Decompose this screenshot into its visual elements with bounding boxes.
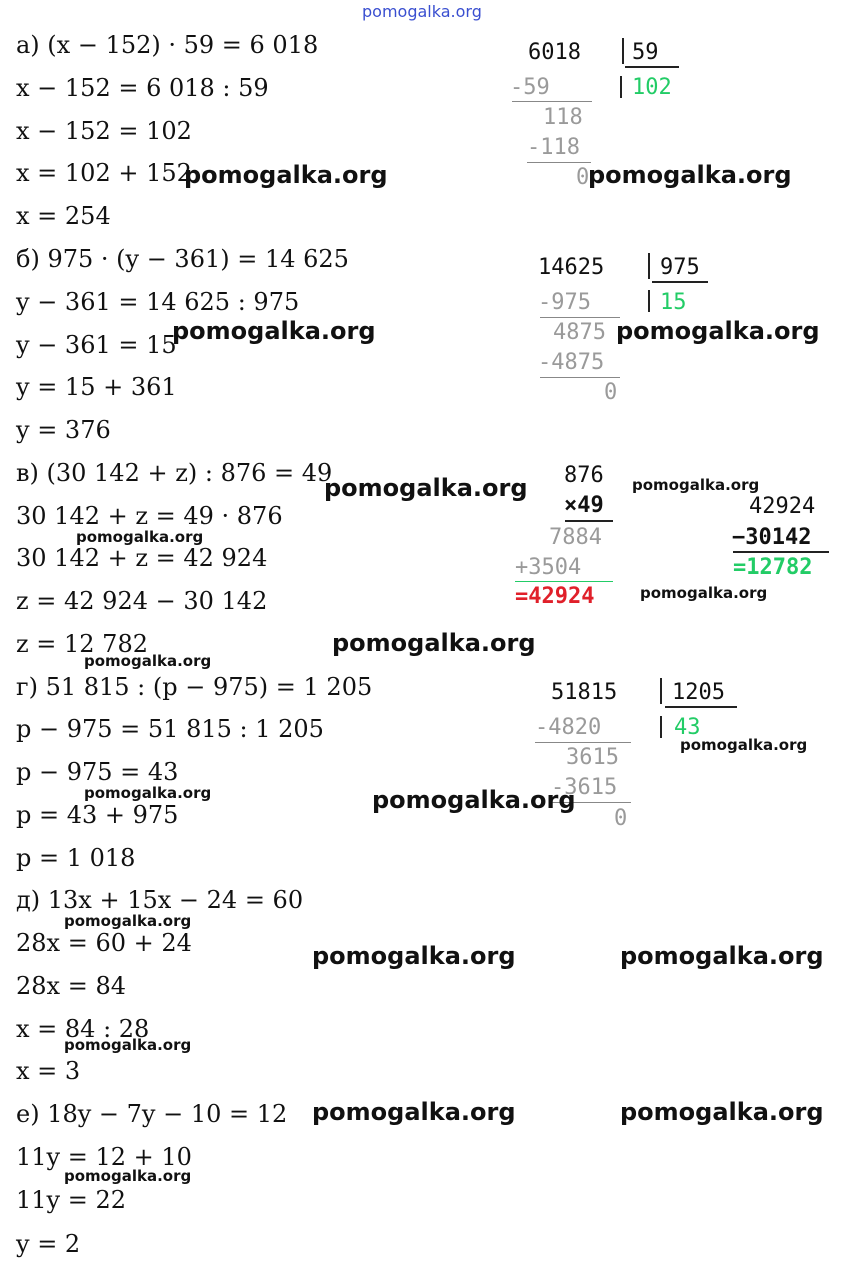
equation-line: а) (x − 152) · 59 = 6 018 [16, 31, 319, 59]
watermark: pomogalka.org [76, 528, 204, 546]
watermark: pomogalka.org [632, 476, 760, 494]
equation-line: 28x = 84 [16, 972, 126, 1000]
rule [512, 101, 592, 102]
remainder: 3615 [566, 745, 619, 770]
equation-line: z = 42 924 − 30 142 [16, 587, 268, 615]
equation-line: p − 975 = 43 [16, 758, 179, 786]
difference-result: =12782 [733, 555, 813, 580]
factor: ×49 [564, 493, 604, 518]
watermark: pomogalka.org [64, 912, 192, 930]
watermark: pomogalka.org [680, 736, 808, 754]
watermark: pomogalka.org [84, 784, 212, 802]
equation-line: p − 975 = 51 815 : 1 205 [16, 715, 324, 743]
equation-line: д) 13x + 15x − 24 = 60 [16, 886, 304, 914]
division-bar [648, 253, 650, 279]
rule [527, 162, 591, 163]
division-bar [660, 678, 662, 704]
divisor-underline [665, 706, 737, 708]
equation-line: 30 142 + z = 42 924 [16, 544, 268, 572]
rule [515, 581, 613, 582]
equation-line: p = 43 + 975 [16, 801, 179, 829]
equation-line: в) (30 142 + z) : 876 = 49 [16, 459, 333, 487]
equation-line: е) 18y − 7y − 10 = 12 [16, 1100, 288, 1128]
remainder: 0 [604, 380, 618, 405]
equation-line: 30 142 + z = 49 · 876 [16, 502, 283, 530]
divisor: 1205 [672, 680, 725, 705]
watermark: pomogalka.org [172, 317, 376, 345]
subtrahend: −30142 [732, 525, 812, 550]
remainder: 0 [614, 806, 628, 831]
equation-line: y = 2 [16, 1230, 81, 1258]
equation-line: 11y = 22 [16, 1186, 127, 1214]
partial-product: 7884 [549, 525, 602, 550]
equation-line: x = 254 [16, 202, 111, 230]
equation-line: x − 152 = 6 018 : 59 [16, 74, 269, 102]
equation-line: y − 361 = 15 [16, 331, 177, 359]
subtrahend: -59 [510, 75, 550, 100]
equation-line: p = 1 018 [16, 844, 136, 872]
equation-line: г) 51 815 : (p − 975) = 1 205 [16, 673, 373, 701]
partial-product: +3504 [515, 555, 582, 580]
equation-line: x = 84 : 28 [16, 1015, 150, 1043]
watermark: pomogalka.org [620, 1098, 824, 1126]
watermark: pomogalka.org [64, 1167, 192, 1185]
quotient: 102 [632, 75, 672, 100]
equation-line: 11y = 12 + 10 [16, 1143, 192, 1171]
subtrahend: -4820 [535, 715, 602, 740]
subtrahend: -975 [538, 290, 591, 315]
remainder: 118 [543, 105, 583, 130]
watermark: pomogalka.org [616, 317, 820, 345]
divisor: 59 [632, 40, 659, 65]
watermark: pomogalka.org [640, 584, 768, 602]
equation-line: 28x = 60 + 24 [16, 929, 192, 957]
dividend: 14625 [538, 255, 605, 280]
product-result: =42924 [515, 584, 595, 609]
watermark: pomogalka.org [332, 629, 536, 657]
division-bar [620, 76, 622, 98]
equation-line: б) 975 · (y − 361) = 14 625 [16, 245, 349, 273]
watermark: pomogalka.org [588, 161, 792, 189]
watermark: pomogalka.org [620, 942, 824, 970]
rule [540, 377, 620, 378]
division-bar [622, 38, 624, 64]
minuend: 42924 [749, 494, 816, 519]
site-header-link[interactable]: pomogalka.org [362, 2, 482, 21]
equation-line: x = 102 + 152 [16, 159, 192, 187]
equation-line: y − 361 = 14 625 : 975 [16, 288, 300, 316]
watermark: pomogalka.org [184, 161, 388, 189]
watermark: pomogalka.org [64, 1036, 192, 1054]
dividend: 6018 [528, 40, 581, 65]
remainder: 4875 [553, 320, 606, 345]
divisor: 975 [660, 255, 700, 280]
quotient: 43 [674, 715, 701, 740]
equation-line: x − 152 = 102 [16, 117, 192, 145]
equation-line: x = 3 [16, 1057, 81, 1085]
rule [565, 520, 613, 522]
rule [540, 317, 620, 318]
factor: 876 [564, 463, 604, 488]
equation-line: y = 376 [16, 416, 111, 444]
watermark: pomogalka.org [324, 474, 528, 502]
division-bar [648, 290, 650, 312]
subtrahend: -118 [527, 135, 580, 160]
subtrahend: -3615 [551, 775, 618, 800]
division-bar [660, 716, 662, 738]
divisor-underline [652, 281, 708, 283]
remainder: 0 [576, 165, 590, 190]
watermark: pomogalka.org [84, 652, 212, 670]
watermark: pomogalka.org [312, 942, 516, 970]
rule [535, 742, 631, 743]
quotient: 15 [660, 290, 687, 315]
rule [733, 551, 829, 553]
equation-line: z = 12 782 [16, 630, 148, 658]
equation-line: y = 15 + 361 [16, 373, 177, 401]
subtrahend: -4875 [538, 350, 605, 375]
watermark: pomogalka.org [312, 1098, 516, 1126]
dividend: 51815 [551, 680, 618, 705]
watermark: pomogalka.org [372, 786, 576, 814]
divisor-underline [625, 66, 679, 68]
